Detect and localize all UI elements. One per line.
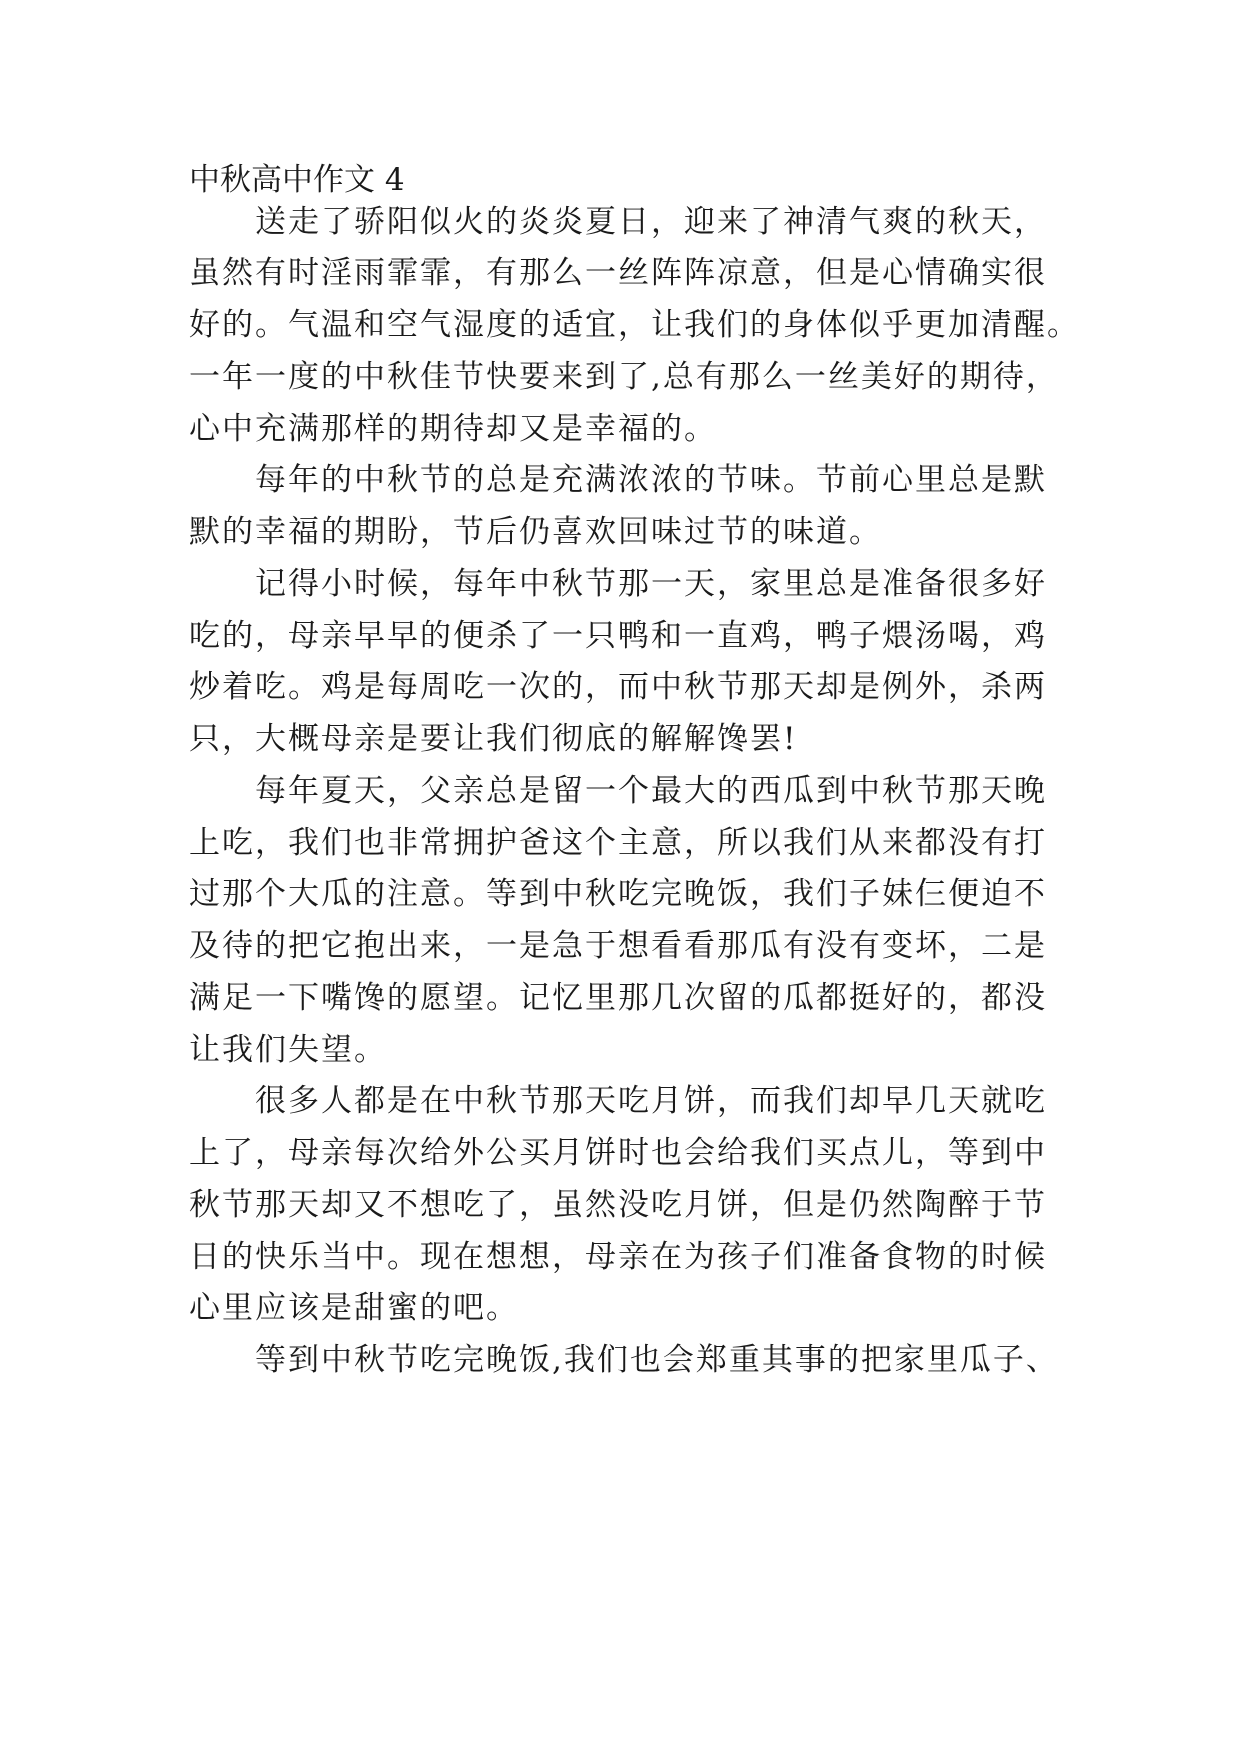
paragraph-line: 每年的中秋节的总是充满浓浓的节味。节前心里总是默 <box>255 462 1047 498</box>
paragraph-line: 每年夏天，父亲总是留一个最大的西瓜到中秋节那天晚 <box>255 773 1047 809</box>
paragraph-line: 过那个大瓜的注意。等到中秋吃完晚饭，我们子妹仨便迫不 <box>189 876 1047 912</box>
paragraph-line: 及待的把它抱出来，一是急于想看看那瓜有没有变坏，二是 <box>189 928 1047 964</box>
paragraph-line: 默的幸福的期盼，节后仍喜欢回味过节的味道。 <box>189 514 882 550</box>
paragraph-line: 虽然有时淫雨霏霏，有那么一丝阵阵凉意，但是心情确实很 <box>189 255 1047 291</box>
paragraph-line: 让我们失望。 <box>189 1032 387 1068</box>
paragraph-line: 等到中秋节吃完晚饭,我们也会郑重其事的把家里瓜子、 <box>255 1342 1059 1378</box>
paragraph-line: 记得小时候，每年中秋节那一天，家里总是准备很多好 <box>255 566 1047 602</box>
paragraph-line: 好的。气温和空气湿度的适宜，让我们的身体似乎更加清醒。 <box>189 307 1080 343</box>
paragraph-line: 日的快乐当中。现在想想，母亲在为孩子们准备食物的时候 <box>189 1239 1047 1275</box>
paragraph-line: 上了，母亲每次给外公买月饼时也会给我们买点儿，等到中 <box>189 1135 1047 1171</box>
paragraph-line: 炒着吃。鸡是每周吃一次的，而中秋节那天却是例外，杀两 <box>189 669 1047 705</box>
paragraph-line: 送走了骄阳似火的炎炎夏日，迎来了神清气爽的秋天， <box>255 204 1047 240</box>
paragraph-line: 一年一度的中秋佳节快要来到了,总有那么一丝美好的期待， <box>189 359 1059 395</box>
paragraph-line: 满足一下嘴馋的愿望。记忆里那几次留的瓜都挺好的，都没 <box>189 980 1047 1016</box>
document-title: 中秋高中作文 4 <box>189 162 405 198</box>
paragraph-line: 上吃，我们也非常拥护爸这个主意，所以我们从来都没有打 <box>189 825 1047 861</box>
paragraph-line: 只，大概母亲是要让我们彻底的解解馋罢! <box>189 721 798 757</box>
paragraph-line: 心里应该是甜蜜的吧。 <box>189 1290 519 1326</box>
paragraph-line: 很多人都是在中秋节那天吃月饼，而我们却早几天就吃 <box>255 1083 1047 1119</box>
paragraph-line: 秋节那天却又不想吃了，虽然没吃月饼，但是仍然陶醉于节 <box>189 1187 1047 1223</box>
paragraph-line: 心中充满那样的期待却又是幸福的。 <box>189 411 717 447</box>
paragraph-line: 吃的，母亲早早的便杀了一只鸭和一直鸡，鸭子煨汤喝，鸡 <box>189 618 1047 654</box>
